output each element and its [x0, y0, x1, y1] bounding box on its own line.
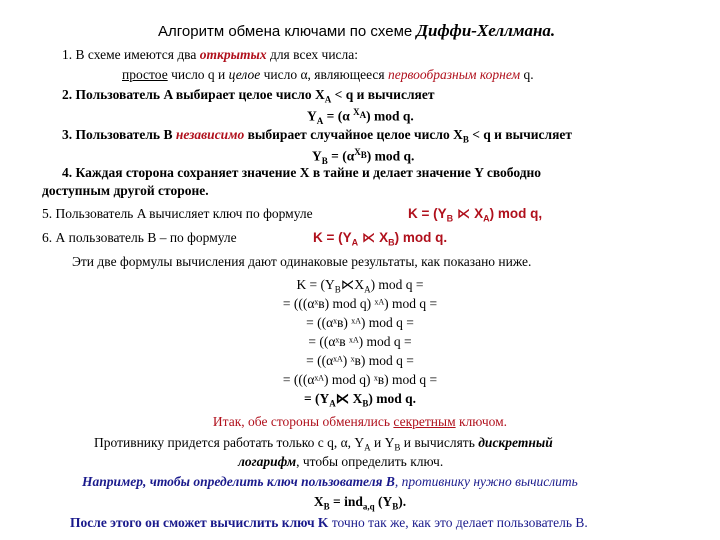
conclusion: Итак, обе стороны обменялись секретным ключом. [212, 414, 508, 429]
step-1-line-1: 1. В схеме имеются два открытых для всех числа: [62, 47, 359, 62]
step-2: 2. Пользователь A выбирает целое число $X_A < q$ и вычисляет [62, 87, 435, 105]
derivation-line-3: = ((αˣʙ ˣᴬ) mod q = [308, 334, 412, 349]
derivation-line-6: = ($Y_A⋉$ $X_B$) mod q. [303, 391, 417, 409]
formula-yb: $Y_B = (\alpha^{X_B})$ mod q. [312, 147, 415, 167]
adversary-line-1: Противнику придется работать только с q, α, $Y_A$ и $Y_B$ и вычислять дискретный [94, 435, 553, 453]
step-6: 6. А пользователь B – по формуле [42, 230, 237, 245]
note-same-results: Эти две формулы вычисления дают одинаковые результаты, как показано ниже. [72, 254, 532, 269]
formula-ya: $Y_A = (\alpha$ $^{X_A}$) mod q. [307, 107, 414, 127]
derivation-line-2: = ((αˣʙ) ˣᴬ) mod q = [306, 315, 414, 330]
adversary-line-2: логарифм, чтобы определить ключ. [238, 454, 444, 469]
step-6-formula: $K = (Y_A$ ⋉ $X_B$) mod q. [313, 230, 448, 248]
step-3: 3. Пользователь B независимо выбирает случайное целое число $X_B < q$ и вычисляет [62, 127, 573, 145]
step-1-line-2: простое число q и целое число α, являющееся первообразным корнем q. [122, 67, 534, 82]
step-4-line-1: 4. Каждая сторона сохраняет значение X в тайне и делает значение Y свободно [62, 165, 542, 180]
derivation-line-1: = (((αˣʙ) mod q) ˣᴬ) mod q = [282, 296, 438, 311]
final-line: После этого он сможет вычислить ключ K точно так же, как это делает пользователь B. [70, 515, 588, 530]
example-line: Например, чтобы определить ключ пользователя B, противнику нужно вычислить [82, 474, 578, 489]
slide-title: Алгоритм обмена ключами по схеме Диффи-Хеллмана. [158, 21, 556, 40]
step-5: 5. Пользователь A вычисляет ключ по формуле [42, 206, 313, 221]
step-5-formula: $K = (Y_B$ ⋉ $X_A$) mod q, [408, 206, 543, 224]
step-4-line-2: доступным другой стороне. [42, 183, 209, 198]
derivation-line-4: = ((αˣᴬ) ˣʙ) mod q = [306, 353, 414, 368]
derivation-line-0: $K = (Y_B⋉X_A)$ mod q = [296, 277, 424, 295]
derivation-line-5: = (((αˣᴬ) mod q) ˣʙ) mod q = [282, 372, 438, 387]
xb-formula: $X_B = ind_{a,q}$ $(Y_B)$. [313, 494, 407, 512]
